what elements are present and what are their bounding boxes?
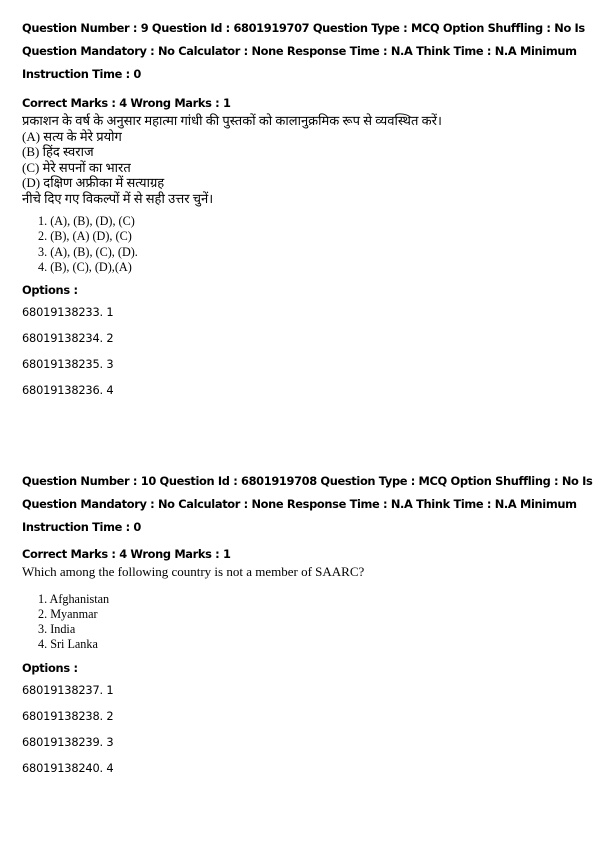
question-text: [22, 113, 582, 206]
option-id: 68019138237. 1: [22, 682, 114, 697]
answer-choice: 2. (B), (A) (D), (C): [38, 229, 132, 244]
question-text-line: नीचे दिए गए विकल्पों में से सही उत्तर चुनें।: [22, 190, 214, 206]
option-id: 68019138236. 4: [22, 383, 114, 398]
answer-choice: 3. India: [38, 622, 76, 637]
question-text-line: (B) हिंद स्वराज: [22, 144, 94, 159]
question-block: [22, 21, 585, 409]
question-meta-line: Question Number : 10 Question Id : 6801919708 Question Type : MCQ Option Shuffling : No Is: [22, 474, 593, 488]
options-label: Options :: [22, 660, 78, 675]
question-text-line: (C) मेरे सपनों का भारत: [22, 159, 131, 175]
options-label: Options :: [22, 283, 78, 298]
answer-choice: 2. Myanmar: [38, 606, 98, 621]
answer-choices: [38, 592, 582, 653]
marks-line: Correct Marks : 4 Wrong Marks : 1: [22, 96, 231, 110]
question-text-line: Which among the following country is not a member of SAARC?: [22, 564, 365, 579]
question-text-line: (A) सत्य के मेरे प्रयोग: [22, 128, 122, 144]
answer-choices: [38, 214, 582, 275]
answer-choice: 1. (A), (B), (D), (C): [38, 214, 135, 228]
option-id: 68019138239. 3: [22, 734, 114, 749]
question-text: [22, 564, 582, 580]
option-id: 68019138240. 4: [22, 760, 114, 775]
option-id: 68019138233. 1: [22, 305, 114, 320]
answer-choice: 3. (A), (B), (C), (D).: [38, 244, 138, 259]
answer-choice: 4. Sri Lanka: [38, 637, 98, 652]
instruction-time: Instruction Time : 0: [22, 67, 141, 81]
question-text-line: प्रकाशन के वर्ष के अनुसार महात्मा गांधी की पुस्तकों को कालानुक्रमिक रूप से व्यवस्थित करें।: [22, 113, 442, 128]
instruction-time: Instruction Time : 0: [22, 520, 141, 534]
option-id: 68019138234. 2: [22, 331, 114, 346]
option-id: 68019138235. 3: [22, 357, 114, 372]
question-text-line: (D) दक्षिण अफ्रीका में सत्याग्रह: [22, 175, 165, 190]
answer-choice: 1. Afghanistan: [38, 591, 110, 606]
marks-line: Correct Marks : 4 Wrong Marks : 1: [22, 547, 231, 561]
question-meta-line: Question Mandatory : No Calculator : None Response Time : N.A Think Time : N.A Minimum: [22, 44, 577, 58]
question-meta-line: Question Mandatory : No Calculator : None Response Time : N.A Think Time : N.A Minimum: [22, 497, 577, 511]
option-id: 68019138238. 2: [22, 708, 114, 723]
question-meta-line: Question Number : 9 Question Id : 6801919707 Question Type : MCQ Option Shuffling : No Is: [22, 21, 585, 35]
question-block: [22, 474, 593, 787]
answer-choice: 4. (B), (C), (D),(A): [38, 259, 132, 274]
